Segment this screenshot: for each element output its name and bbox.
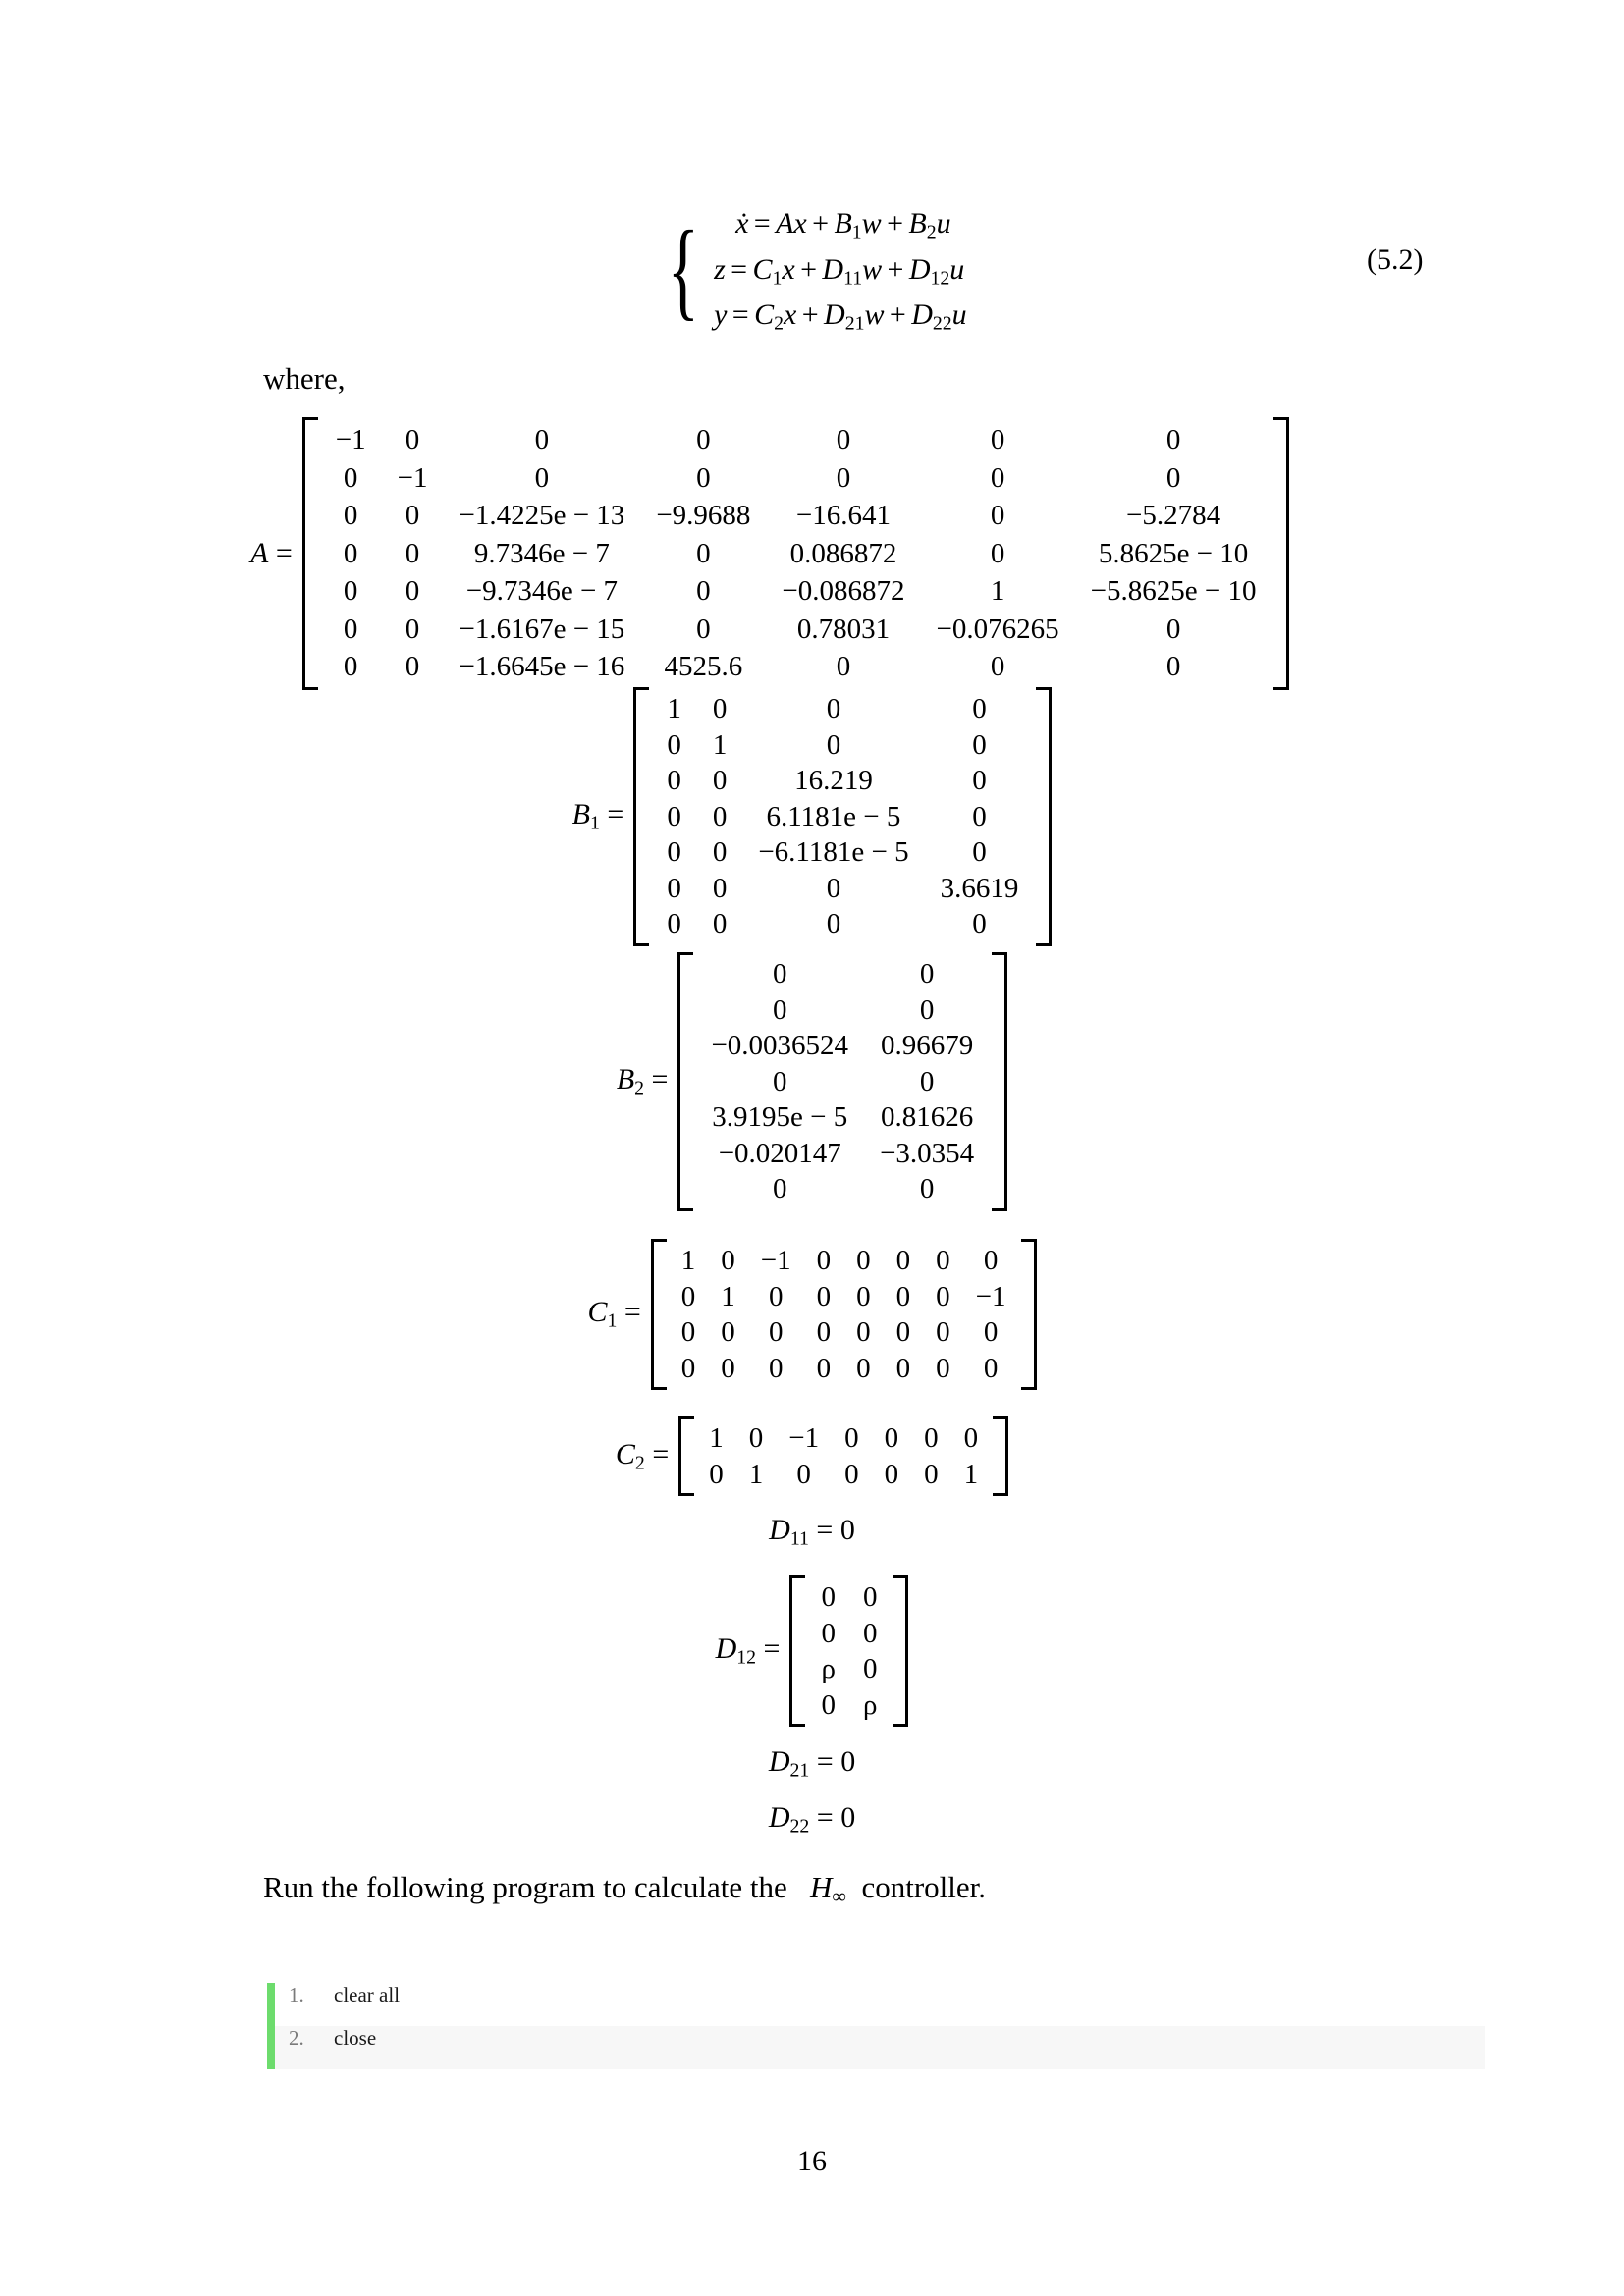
matrix-B2-equals: = — [651, 1063, 669, 1096]
matrix-cell: 0 — [768, 1280, 784, 1312]
matrix-cell: 0 — [696, 575, 711, 608]
matrix-cell: 0 — [983, 1352, 999, 1384]
D22-subscript: 22 — [789, 1815, 810, 1838]
matrix-row — [695, 1136, 990, 1172]
ax-term: Ax — [776, 207, 807, 240]
matrix-cell: 9.7346e − 7 — [473, 537, 610, 569]
b1-symbol: B — [834, 207, 852, 240]
matrix-cell: 0 — [343, 613, 358, 645]
matrix-cell: −9.7346e − 7 — [465, 575, 619, 608]
D11-subscript: 11 — [789, 1527, 809, 1550]
matrix-cell: 0.78031 — [796, 613, 891, 645]
matrix-row — [320, 572, 1272, 611]
matrix-cell: 1 — [680, 1245, 696, 1276]
d11-symbol: D — [822, 252, 844, 286]
matrix-D12 — [0, 1575, 1624, 1727]
matrix-cell: 0 — [721, 1245, 735, 1276]
equation-number: (5.2) — [1367, 243, 1424, 276]
matrix-cell: 0 — [836, 424, 851, 455]
matrix-cell: 0 — [405, 575, 420, 608]
matrix-cell: 0 — [696, 461, 711, 494]
matrix-cell: 1 — [990, 575, 1005, 608]
matrix-cell: 0 — [936, 1316, 950, 1349]
D22-value: 0 — [840, 1801, 856, 1834]
matrix-cell: 1 — [748, 1458, 764, 1490]
matrix-row — [651, 727, 1034, 764]
matrix-D12-equals: = — [763, 1632, 781, 1666]
matrix-cell: 0 — [773, 993, 787, 1026]
matrix-cell: 0 — [895, 1352, 911, 1384]
matrix-cell: −0.0036524 — [711, 1030, 849, 1062]
matrix-cell: 0 — [936, 1280, 950, 1312]
d21-symbol: D — [824, 298, 845, 332]
matrix-B2-brackets — [677, 952, 1007, 1211]
matrix-cell: 0 — [712, 836, 728, 869]
matrix-C1-symbol: C — [587, 1296, 608, 1329]
matrix-cell: 5.8625e − 10 — [1098, 537, 1249, 569]
D11-symbol: D — [769, 1514, 790, 1546]
matrix-cell: 0 — [534, 424, 550, 455]
D21-symbol: D — [768, 1745, 790, 1778]
matrix-cell: 0 — [667, 800, 681, 832]
matrix-cell: 0 — [712, 908, 728, 940]
matrix-B1 — [0, 687, 1624, 946]
matrix-cell: 1 — [709, 1422, 724, 1454]
matrix-cell: ρ — [862, 1688, 878, 1721]
matrix-row — [807, 1616, 891, 1652]
code-line-number: 2. — [289, 2026, 304, 2050]
matrix-row — [651, 871, 1034, 907]
matrix-B2-label — [617, 1063, 678, 1100]
code-line-number: 1. — [289, 1983, 304, 2006]
plus-3: + — [800, 252, 818, 286]
matrix-cell: 0 — [919, 958, 935, 989]
matrix-cell: 0 — [696, 613, 711, 645]
matrix-B2-subscript: 2 — [634, 1077, 645, 1099]
matrix-cell: 0 — [844, 1458, 859, 1490]
equation-line-z: $z = C_1x + D_{11}w + D_{12}u$ — [714, 252, 965, 290]
matrix-C2-symbol: C — [615, 1437, 635, 1470]
matrix-row — [651, 691, 1034, 727]
w-2: w — [862, 252, 883, 286]
matrix-cell: −1 — [397, 461, 428, 494]
matrix-cell: 0 — [919, 993, 935, 1026]
matrix-cell: 0 — [856, 1352, 871, 1384]
b1-subscript: 1 — [851, 221, 862, 243]
matrix-cell: −1.6645e − 16 — [459, 651, 625, 683]
D22-equals: = — [816, 1801, 834, 1834]
matrix-row — [695, 1028, 990, 1064]
matrix-cell: 3.6619 — [940, 872, 1019, 904]
matrix-cell: 0 — [712, 765, 728, 797]
w-1: w — [861, 207, 882, 240]
matrix-cell: 0 — [990, 651, 1005, 683]
matrix-C2 — [0, 1416, 1624, 1496]
plus-6: + — [889, 298, 906, 332]
code-line[interactable] — [267, 2026, 1485, 2069]
matrix-row — [320, 497, 1272, 535]
matrix-C2-equals: = — [652, 1437, 670, 1470]
matrix-cell: 0.086872 — [789, 537, 897, 569]
matrix-cell: 0 — [667, 836, 681, 869]
matrix-cell: 0 — [990, 537, 1005, 569]
matrix-row — [695, 992, 990, 1029]
matrix-D12-symbol: D — [715, 1632, 737, 1666]
code-line-text: clear all — [334, 1983, 401, 2006]
matrix-cell: 0 — [343, 461, 358, 494]
d21-subscript: 21 — [844, 312, 865, 335]
matrix-row — [651, 799, 1034, 835]
plus-5: + — [801, 298, 819, 332]
paragraph-text-after: controller. — [861, 1870, 987, 1904]
matrix-cell: 0 — [972, 728, 987, 761]
matrix-cell: 0 — [972, 836, 987, 869]
matrix-row — [696, 1420, 991, 1457]
matrix-C2-subscript: 2 — [634, 1452, 645, 1474]
matrix-A-symbol: A — [250, 536, 269, 569]
matrix-cell: 0 — [821, 1688, 836, 1721]
matrix-cell: 0 — [696, 424, 711, 455]
matrix-row — [320, 535, 1272, 573]
matrix-cell: −0.076265 — [936, 613, 1059, 645]
matrix-cell: 0 — [826, 728, 841, 761]
matrix-cell: 0 — [990, 424, 1005, 455]
matrix-cell: 4525.6 — [664, 651, 743, 683]
matrix-cell: 0 — [836, 651, 851, 683]
matrix-cell: 0 — [721, 1316, 735, 1349]
matrix-cell: −3.0354 — [880, 1137, 975, 1169]
matrix-cell: 0 — [712, 872, 728, 904]
matrix-row — [695, 1064, 990, 1100]
matrix-C1 — [0, 1239, 1624, 1390]
matrix-C1-table — [669, 1243, 1019, 1386]
matrix-C2-table — [696, 1420, 991, 1492]
matrix-B2-table — [695, 956, 990, 1207]
y-symbol: y — [714, 298, 728, 332]
matrix-cell: 0 — [405, 613, 420, 645]
matrix-cell: 0 — [680, 1352, 696, 1384]
matrix-cell: 0 — [709, 1458, 724, 1490]
matrix-cell: 0 — [884, 1422, 899, 1454]
matrix-C2-brackets — [678, 1416, 1008, 1496]
left-brace-icon: { — [668, 208, 700, 331]
D21-subscript: 21 — [789, 1759, 810, 1782]
u-2: u — [949, 252, 965, 286]
matrix-row — [651, 834, 1034, 871]
matrix-cell: 0 — [768, 1352, 784, 1384]
matrix-cell: 0 — [1165, 461, 1181, 494]
matrix-cell: 0 — [1165, 651, 1181, 683]
matrix-A-equals: = — [275, 536, 293, 569]
c1-symbol: C — [752, 252, 773, 286]
matrix-cell: 0 — [963, 1422, 979, 1454]
matrix-row — [320, 611, 1272, 649]
matrix-cell: −1.6167e − 15 — [459, 613, 625, 645]
matrix-cell: 0 — [405, 500, 420, 532]
matrix-cell: ρ — [821, 1653, 836, 1685]
c2-subscript: 2 — [774, 312, 785, 335]
matrix-cell: 0 — [667, 872, 681, 904]
matrix-cell: 0 — [836, 461, 851, 494]
matrix-A-table — [320, 421, 1272, 686]
matrix-cell: 0 — [936, 1245, 950, 1276]
matrix-row — [669, 1314, 1019, 1351]
matrix-row — [807, 1687, 891, 1724]
page-number: 16 — [797, 2145, 827, 2177]
matrix-B1-symbol: B — [571, 798, 590, 831]
matrix-cell: 0 — [826, 693, 841, 724]
matrix-cell: 0.81626 — [880, 1101, 974, 1134]
matrix-row — [696, 1457, 991, 1493]
matrix-cell: 0 — [990, 461, 1005, 494]
D21-equals: = — [816, 1745, 834, 1778]
matrix-cell: −1 — [788, 1422, 820, 1454]
code-line-text: close — [334, 2026, 377, 2050]
matrix-C2-label — [616, 1438, 678, 1475]
xdot-symbol: ẋ — [735, 207, 749, 240]
matrix-cell: 0 — [972, 693, 987, 724]
matrix-D12-label — [716, 1632, 790, 1670]
matrix-cell: −1 — [335, 424, 366, 455]
where-label: where, — [263, 361, 346, 396]
u-3: u — [951, 298, 967, 332]
matrix-cell: 0 — [844, 1422, 859, 1454]
run-program-paragraph — [263, 1870, 986, 1908]
matrix-cell: 0 — [667, 765, 681, 797]
matrix-D12-subscript: 12 — [736, 1646, 757, 1669]
d11-subscript: 11 — [843, 267, 863, 290]
matrix-cell: 0 — [405, 424, 420, 455]
matrix-cell: 0 — [936, 1352, 950, 1384]
D11-equals: = — [816, 1514, 834, 1546]
matrix-cell: 0 — [773, 1173, 787, 1205]
matrix-cell: −5.2784 — [1126, 500, 1221, 532]
matrix-row — [807, 1579, 891, 1616]
equation-lines — [704, 201, 967, 339]
matrix-cell: −5.8625e − 10 — [1090, 575, 1257, 608]
h-infinity-subscript: ∞ — [832, 1886, 846, 1908]
matrix-row — [651, 763, 1034, 799]
matrix-cell: 0 — [826, 872, 841, 904]
matrix-cell: 0 — [816, 1316, 832, 1349]
matrix-cell: 0 — [816, 1280, 832, 1312]
matrix-cell: 3.9195e − 5 — [712, 1101, 848, 1134]
matrix-cell: 1 — [667, 693, 681, 724]
matrix-cell: 0 — [895, 1245, 911, 1276]
matrix-cell: 0 — [768, 1316, 784, 1349]
matrix-B1-equals: = — [607, 798, 624, 831]
equation-D22 — [0, 1801, 1624, 1839]
matrix-cell: 0 — [972, 800, 987, 832]
plus-4: + — [887, 252, 904, 286]
matrix-cell: 0 — [895, 1280, 911, 1312]
b2-subscript: 2 — [926, 221, 937, 243]
matrix-B1-label — [572, 798, 634, 835]
matrix-row — [695, 1099, 990, 1136]
matrix-cell: 0 — [972, 908, 987, 940]
matrix-B2-symbol: B — [616, 1063, 635, 1096]
d22-symbol: D — [911, 298, 933, 332]
matrix-cell: 0 — [796, 1458, 811, 1490]
h-infinity-symbol: H — [810, 1870, 833, 1904]
u-1: u — [936, 207, 951, 240]
matrix-cell: 0 — [884, 1458, 899, 1490]
paragraph-text-before: Run the following program to calculate the — [263, 1870, 787, 1904]
matrix-cell: 0 — [748, 1422, 764, 1454]
d12-subscript: 12 — [930, 267, 950, 290]
matrix-cell: 0 — [990, 500, 1005, 532]
x-2: x — [782, 252, 795, 286]
d22-subscript: 22 — [932, 312, 952, 335]
matrix-cell: 0 — [405, 537, 420, 569]
matrix-cell: 1 — [712, 728, 728, 761]
matrix-cell: 0 — [1165, 424, 1181, 455]
matrix-cell: 0 — [826, 908, 841, 940]
equation-D11 — [0, 1514, 1624, 1551]
matrix-row — [807, 1651, 891, 1687]
matrix-B1-subscript: 1 — [590, 812, 600, 834]
matrix-A-label — [250, 537, 302, 570]
matrix-row — [320, 648, 1272, 686]
matrix-D12-brackets — [789, 1575, 908, 1727]
matrix-C1-brackets — [651, 1239, 1037, 1390]
z-symbol: z — [714, 252, 726, 286]
matrix-cell: −1.4225e − 13 — [459, 500, 625, 532]
matrix-cell: 0.96679 — [880, 1030, 974, 1062]
matrix-C1-label — [587, 1296, 650, 1333]
code-line[interactable] — [267, 1983, 1485, 2026]
matrix-cell: 0 — [680, 1316, 696, 1349]
matrix-cell: 0 — [534, 461, 550, 494]
matrix-cell: −9.9688 — [656, 500, 751, 532]
matrix-row — [669, 1351, 1019, 1387]
matrix-B1-table — [651, 691, 1034, 942]
matrix-cell: 0 — [895, 1316, 911, 1349]
matrix-cell: 0 — [405, 651, 420, 683]
c1-subscript: 1 — [772, 267, 783, 290]
matrix-cell: 6.1181e − 5 — [766, 800, 901, 832]
matrix-C1-subscript: 1 — [607, 1309, 618, 1332]
w-3: w — [864, 298, 885, 332]
matrix-cell: 0 — [972, 765, 987, 797]
matrix-row — [695, 1171, 990, 1207]
matrix-cell: 0 — [773, 958, 787, 989]
matrix-cell: 0 — [343, 575, 358, 608]
D21-value: 0 — [840, 1745, 856, 1778]
matrix-cell: 0 — [696, 537, 711, 569]
matrix-row — [651, 906, 1034, 942]
matrix-cell: 0 — [343, 500, 358, 532]
equation-line-y: $y = C_2x + D_{21}w + D_{22}u$ — [714, 298, 967, 335]
matrix-cell: 0 — [773, 1065, 787, 1097]
matrix-cell: 0 — [924, 1458, 939, 1490]
matrix-row — [320, 459, 1272, 498]
equation-line-xdot: ẋ = $Ax + B_1w + B_2u$ — [735, 207, 951, 243]
matrix-cell: 0 — [856, 1316, 871, 1349]
matrix-cell: 0 — [983, 1316, 999, 1349]
matrix-cell: 0 — [856, 1245, 871, 1276]
matrix-cell: 0 — [862, 1581, 878, 1613]
matrix-cell: 0 — [862, 1653, 878, 1685]
matrix-cell: 0 — [919, 1065, 935, 1097]
matrix-cell: −6.1181e − 5 — [758, 836, 909, 869]
matrix-B2 — [0, 952, 1624, 1211]
matrix-cell: 0 — [343, 651, 358, 683]
matrix-cell: 0 — [983, 1245, 999, 1276]
D11-value: 0 — [839, 1514, 855, 1546]
matrix-cell: 0 — [924, 1422, 939, 1454]
matrix-row — [669, 1279, 1019, 1315]
equation-D21 — [0, 1745, 1624, 1783]
matrix-C1-equals: = — [623, 1296, 641, 1329]
x-3: x — [784, 298, 797, 332]
c2-symbol: C — [754, 298, 775, 332]
matrix-row — [320, 421, 1272, 459]
b2-symbol: B — [908, 207, 927, 240]
d12-symbol: D — [908, 252, 931, 286]
matrix-cell: 0 — [821, 1617, 836, 1649]
matrix-row — [695, 956, 990, 992]
matrix-cell: 0 — [712, 800, 728, 832]
matrix-cell: −0.020147 — [718, 1137, 841, 1169]
matrix-cell: 0 — [712, 693, 728, 724]
code-listing[interactable] — [267, 1983, 1485, 2069]
matrix-cell: 0 — [721, 1352, 735, 1384]
matrix-cell: 1 — [963, 1458, 979, 1490]
matrix-cell: 0 — [816, 1352, 832, 1384]
matrix-D12-table — [807, 1579, 891, 1723]
matrix-cell: −1 — [760, 1245, 791, 1276]
matrix-cell: 1 — [721, 1280, 735, 1312]
matrix-cell: 0 — [862, 1617, 878, 1649]
plus-2: + — [887, 207, 903, 240]
matrix-cell: 0 — [856, 1280, 871, 1312]
matrix-A-brackets — [302, 417, 1290, 690]
plus-1: + — [812, 207, 830, 240]
matrix-cell: −1 — [975, 1280, 1006, 1312]
matrix-cell: 0 — [919, 1173, 935, 1205]
matrix-cell: −16.641 — [795, 500, 892, 532]
matrix-cell: 0 — [816, 1245, 832, 1276]
matrix-cell: 0 — [1165, 613, 1181, 645]
matrix-cell: −0.086872 — [782, 575, 905, 608]
matrix-cell: 0 — [667, 908, 681, 940]
D22-symbol: D — [768, 1801, 790, 1834]
matrix-A — [0, 417, 1624, 690]
matrix-cell: 16.219 — [794, 765, 873, 797]
matrix-B1-brackets — [633, 687, 1052, 946]
matrix-cell: 0 — [821, 1581, 836, 1613]
matrix-row — [669, 1243, 1019, 1279]
matrix-cell: 0 — [680, 1280, 696, 1312]
matrix-cell: 0 — [343, 537, 358, 569]
matrix-cell: 0 — [667, 728, 681, 761]
